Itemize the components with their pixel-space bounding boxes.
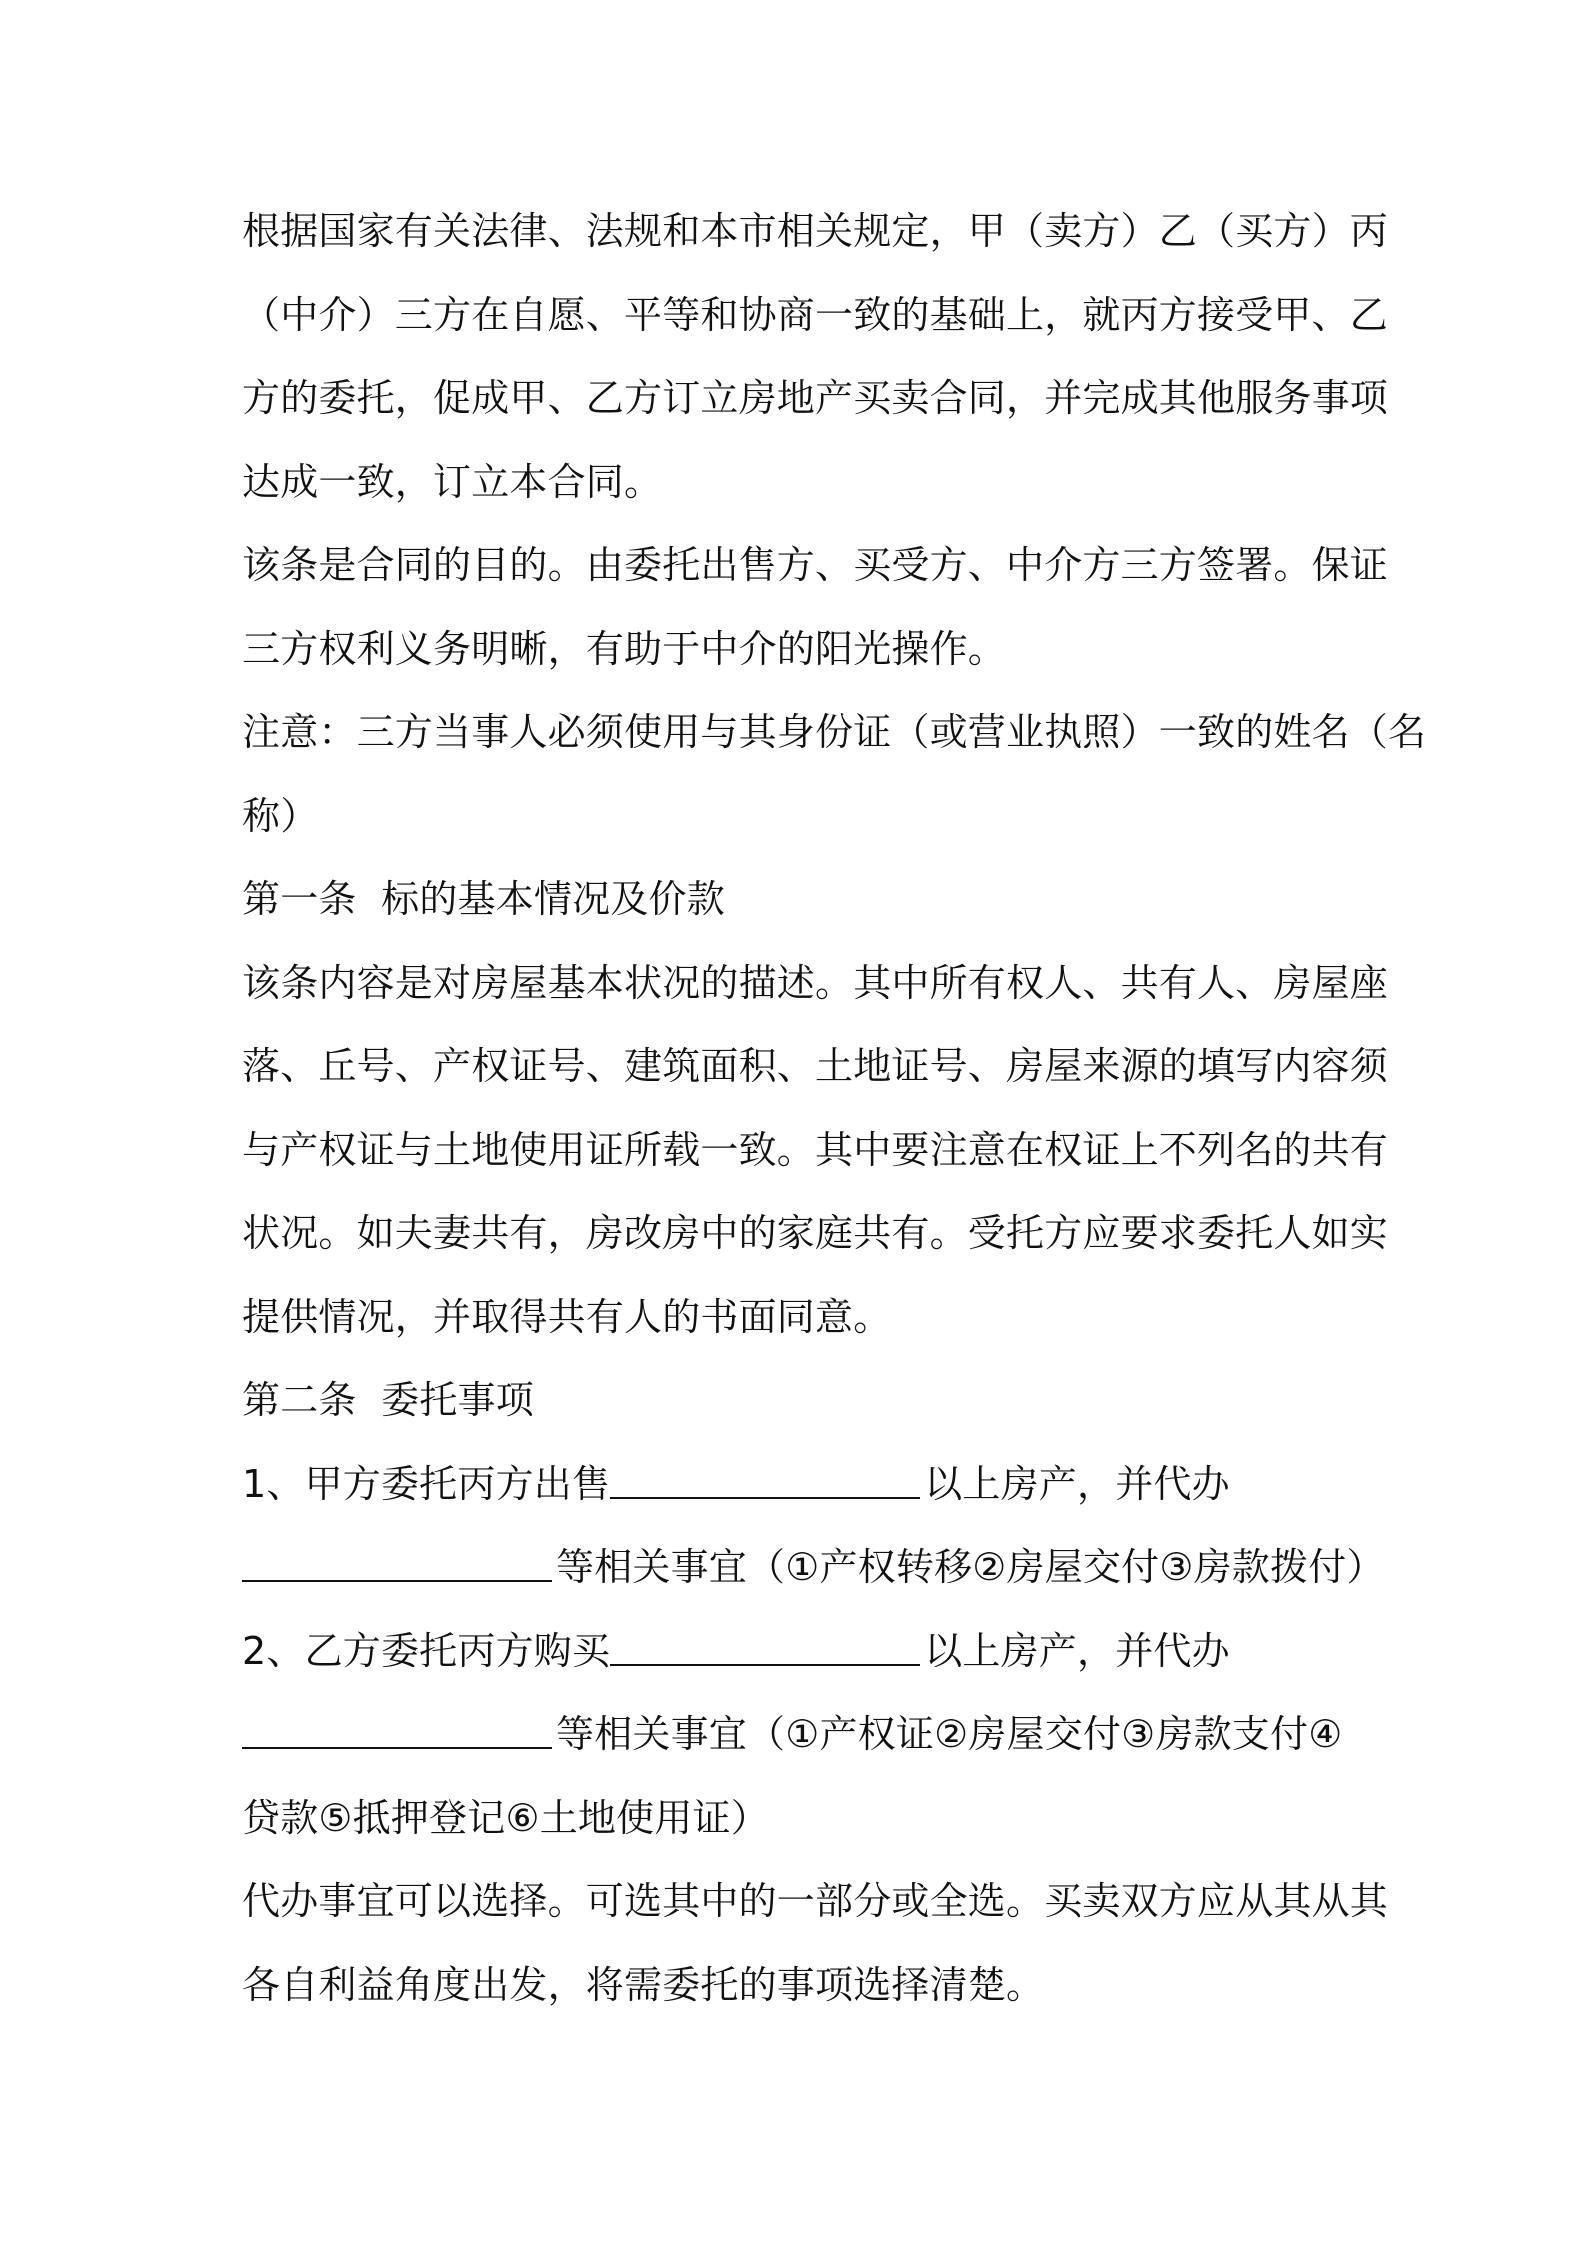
article-1-note-line-5: 提供情况，并取得共有人的书面同意。	[242, 1294, 892, 1339]
item-2-purchase-blank[interactable]	[610, 1634, 920, 1666]
item-1-agency-blank[interactable]	[242, 1550, 552, 1582]
item-1-options: 等相关事宜（①产权转移②房屋交付③房款拨付）	[556, 1545, 1385, 1589]
article-1-note-line-2: 落、丘号、产权证号、建筑面积、土地证号、房屋来源的填写内容须	[242, 1044, 1389, 1088]
document-body	[242, 190, 1427, 2027]
item-2-agency-blank[interactable]	[242, 1717, 552, 1749]
item-2-line-1	[242, 1610, 1367, 1694]
name-note-line-1: 注意：三方当事人必须使用与其身份证（或营业执照）一致的姓名（名	[242, 710, 1427, 754]
closing-note-line-1: 代办事宜可以选择。可选其中的一部分或全选。买卖双方应从其从其	[242, 1879, 1389, 1923]
intro-line-3: 方的委托，促成甲、乙方订立房地产买卖合同，并完成其他服务事项	[242, 376, 1389, 420]
item-1-line-2	[242, 1526, 1385, 1610]
article-1-title: 第一条 标的基本情况及价款	[242, 877, 725, 921]
intro-line-4: 达成一致，订立本合同。	[242, 459, 663, 504]
article-1-note-line-4: 状况。如夫妻共有，房改房中的家庭共有。受托方应要求委托人如实	[242, 1211, 1389, 1255]
item-2-line-2	[242, 1693, 1367, 1777]
purpose-note-line-1: 该条是合同的目的。由委托出售方、买受方、中介方三方签署。保证	[242, 543, 1389, 587]
item-2-suffix: 以上房产，并代办	[924, 1628, 1230, 1673]
intro-line-2: （中介）三方在自愿、平等和协商一致的基础上，就丙方接受甲、乙	[242, 292, 1389, 337]
item-2-options: 等相关事宜（①产权证②房屋交付③房款支付④	[556, 1712, 1343, 1756]
item-1-sale-blank[interactable]	[610, 1467, 920, 1499]
item-1-suffix: 以上房产，并代办	[924, 1461, 1230, 1506]
item-2-prefix: 2、乙方委托丙方购买	[242, 1628, 611, 1673]
item-1-prefix: 1、甲方委托丙方出售	[242, 1461, 611, 1506]
closing-note-line-2: 各自利益角度出发，将需委托的事项选择清楚。	[242, 1962, 1045, 2007]
article-2-title: 第二条 委托事项	[242, 1378, 534, 1422]
purpose-note-line-2: 三方权利义务明晰，有助于中介的阳光操作。	[242, 626, 1007, 671]
article-1-note-line-3: 与产权证与土地使用证所载一致。其中要注意在权证上不列名的共有	[242, 1127, 1389, 1172]
item-2-line-3: 贷款⑤抵押登记⑥土地使用证）	[242, 1795, 769, 1840]
article-1-note-line-1: 该条内容是对房屋基本状况的描述。其中所有权人、共有人、房屋座	[242, 960, 1389, 1005]
intro-line-1: 根据国家有关法律、法规和本市相关规定，甲（卖方）乙（买方）丙	[242, 209, 1389, 253]
name-note-line-2: 称）	[242, 793, 319, 838]
item-1-line-1	[242, 1443, 1367, 1527]
